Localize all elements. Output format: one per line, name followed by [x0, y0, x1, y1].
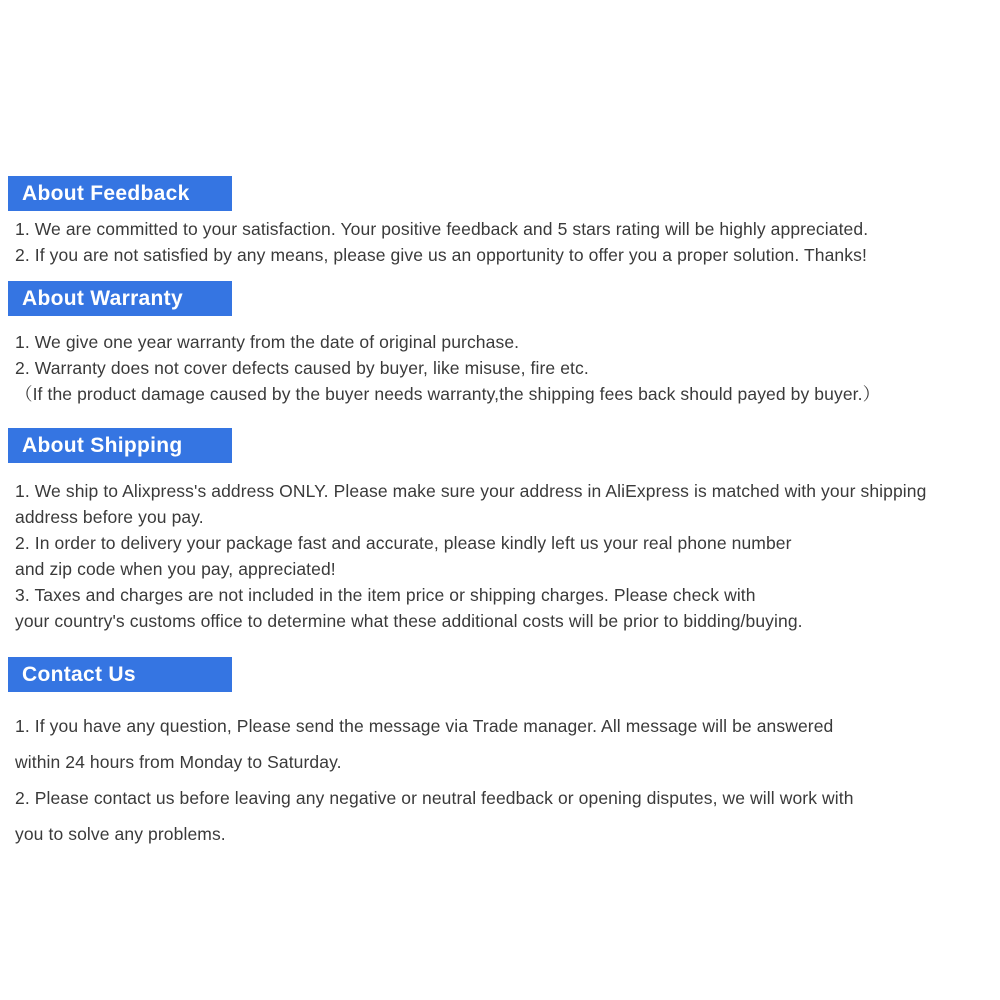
section-header-contact-us: Contact Us: [8, 657, 232, 692]
policy-line: 1. If you have any question, Please send the message via Trade manager. All message will be answered: [15, 716, 834, 736]
policy-line: 3. Taxes and charges are not included in the item price or shipping charges. Please check with: [15, 585, 756, 605]
section-about-shipping: [8, 428, 996, 634]
policy-line: 1. We ship to Alixpress's address ONLY. Please make sure your address in AliExpress is matched with your shipping: [15, 481, 927, 501]
section-contact-us: [8, 657, 996, 852]
policy-line: 1. We are committed to your satisfaction. Your positive feedback and 5 stars rating will be highly appreciated.: [15, 219, 869, 239]
section-about-feedback: [8, 176, 996, 268]
section-header-about-feedback: About Feedback: [8, 176, 232, 211]
section-header-about-warranty: About Warranty: [8, 281, 232, 316]
section-body-about-shipping: [8, 478, 996, 634]
section-body-contact-us: [8, 708, 996, 852]
section-about-warranty: [8, 281, 996, 407]
policy-line: （If the product damage caused by the buyer needs warranty,the shipping fees back should payed by buyer.）: [15, 384, 881, 404]
section-header-about-shipping: About Shipping: [8, 428, 232, 463]
policy-line: address before you pay.: [15, 507, 204, 527]
policy-line: 2. If you are not satisfied by any means, please give us an opportunity to offer you a proper solution. Thanks!: [15, 245, 867, 265]
policy-content: [8, 176, 996, 852]
policy-line: 2. In order to delivery your package fast and accurate, please kindly left us your real phone number: [15, 533, 792, 553]
policy-line: 2. Please contact us before leaving any negative or neutral feedback or opening disputes, we will work with: [15, 788, 854, 808]
section-body-about-warranty: [8, 329, 996, 407]
policy-line: you to solve any problems.: [15, 824, 226, 844]
policy-line: 1. We give one year warranty from the date of original purchase.: [15, 332, 520, 352]
policy-line: and zip code when you pay, appreciated!: [15, 559, 336, 579]
policy-line: 2. Warranty does not cover defects caused by buyer, like misuse, fire etc.: [15, 358, 589, 378]
policy-line: your country's customs office to determine what these additional costs will be prior to bidding/buying.: [15, 611, 803, 631]
policy-line: within 24 hours from Monday to Saturday.: [15, 752, 342, 772]
section-body-about-feedback: [8, 216, 996, 268]
